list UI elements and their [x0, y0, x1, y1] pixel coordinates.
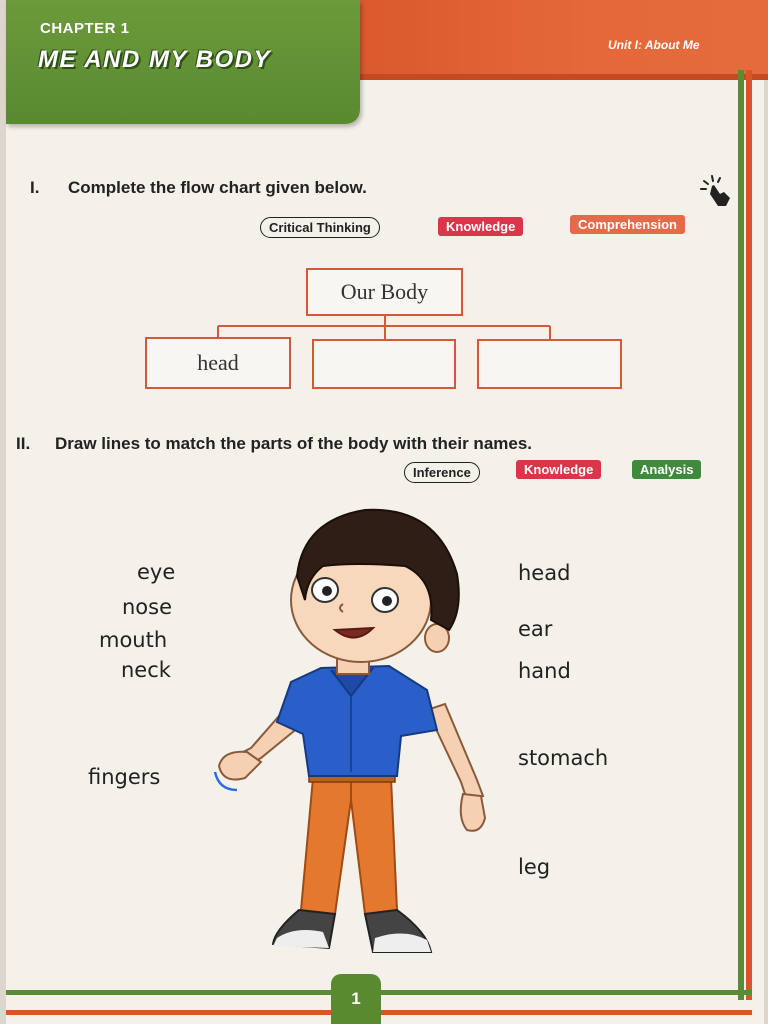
word-eye[interactable]: eye: [137, 560, 176, 584]
flowchart-root: Our Body: [306, 268, 463, 316]
word-stomach[interactable]: stomach: [518, 746, 609, 770]
page-number: 1: [331, 974, 381, 1024]
flowchart-child-2[interactable]: [312, 339, 456, 389]
tag-knowledge: Knowledge: [516, 460, 601, 479]
word-head[interactable]: head: [518, 561, 571, 585]
chapter-label: CHAPTER 1: [40, 20, 130, 37]
flowchart-child-3[interactable]: [477, 339, 622, 389]
unit-label: Unit I: About Me: [608, 38, 700, 52]
question-number: II.: [16, 434, 31, 453]
word-hand[interactable]: hand: [518, 659, 571, 683]
word-nose[interactable]: nose: [122, 595, 173, 619]
chapter-title: ME AND MY BODY: [38, 46, 272, 73]
word-mouth[interactable]: mouth: [99, 628, 168, 652]
question-instruction: Draw lines to match the parts of the body with their names.: [55, 434, 533, 453]
question-instruction: Complete the flow chart given below.: [68, 178, 367, 197]
tag-analysis: Analysis: [632, 460, 701, 479]
flowchart-child-1[interactable]: head: [145, 337, 291, 389]
word-ear[interactable]: ear: [518, 617, 553, 641]
word-leg[interactable]: leg: [518, 855, 551, 879]
tag-critical-thinking: Critical Thinking: [260, 217, 380, 238]
word-fingers[interactable]: fingers: [88, 765, 161, 789]
boy-illustration: [205, 500, 495, 962]
question-number: I.: [30, 178, 40, 197]
word-neck[interactable]: neck: [121, 658, 171, 682]
tag-inference: Inference: [404, 462, 480, 483]
tag-comprehension: Comprehension: [570, 215, 685, 234]
tag-knowledge: Knowledge: [438, 217, 523, 236]
